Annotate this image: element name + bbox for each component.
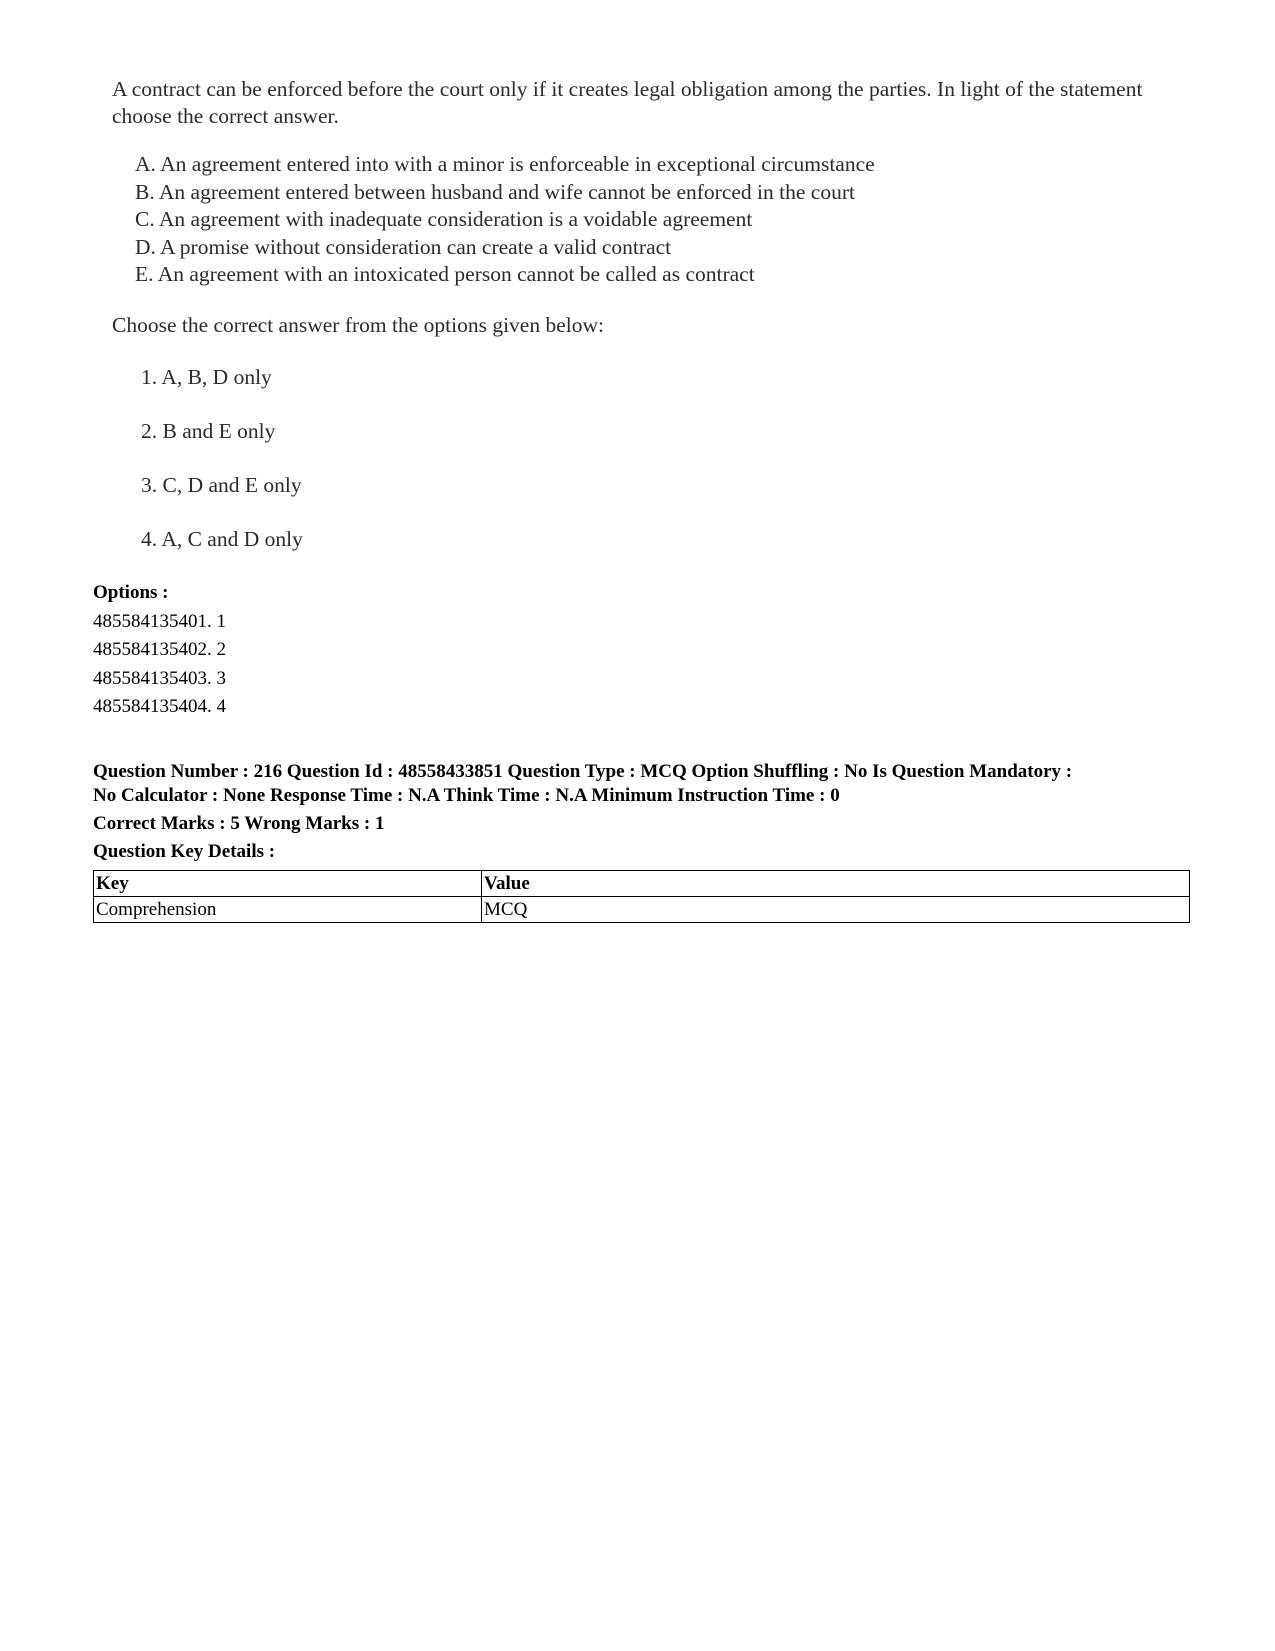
answer-choice-list: [141, 364, 1192, 580]
answer-choice: 4. A, C and D only: [141, 526, 303, 551]
table-cell: MCQ: [482, 897, 1190, 923]
key-details-table: [93, 870, 1190, 923]
question-stem: A contract can be enforced before the court only if it creates legal obligation among the parties. In light of the statement choose the correct answer.: [112, 77, 1143, 128]
answer-choice: 2. B and E only: [141, 418, 276, 443]
options-heading: Options :: [93, 582, 169, 603]
answer-choice: 3. C, D and E only: [141, 472, 302, 497]
statement-list: [135, 151, 1192, 289]
question-image: [112, 76, 1192, 580]
marks-line: Correct Marks : 5 Wrong Marks : 1: [93, 813, 385, 834]
statement-item: A. An agreement entered into with a minor is enforceable in exceptional circumstance: [135, 152, 875, 176]
option-item: 485584135404. 4: [93, 696, 226, 717]
key-details-heading: Question Key Details :: [93, 841, 276, 862]
question-info: [93, 760, 1193, 808]
options-section: [93, 579, 226, 722]
statement-item: E. An agreement with an intoxicated person cannot be called as contract: [135, 262, 755, 286]
answer-choice: 1. A, B, D only: [141, 364, 272, 389]
table-cell: Comprehension: [94, 897, 482, 923]
question-metadata: [93, 760, 1193, 864]
statement-item: D. A promise without consideration can create a valid contract: [135, 234, 672, 259]
statement-item: B. An agreement entered between husband and wife cannot be enforced in the court: [135, 179, 855, 204]
table-header-row: [94, 871, 1190, 897]
column-header: Value: [482, 871, 1190, 897]
option-item: 485584135401. 1: [93, 610, 226, 632]
option-item: 485584135403. 3: [93, 667, 226, 689]
table-row: [94, 897, 1190, 923]
column-header: Key: [94, 871, 482, 897]
question-info-line: Question Number : 216 Question Id : 48558433851 Question Type : MCQ Option Shuffling : No Is Question Mandatory :: [93, 761, 1073, 782]
option-item: 485584135402. 2: [93, 639, 226, 660]
question-info-line: No Calculator : None Response Time : N.A Think Time : N.A Minimum Instruction Time : 0: [93, 785, 840, 806]
choose-prompt: Choose the correct answer from the options given below:: [112, 312, 604, 337]
statement-item: C. An agreement with inadequate consideration is a voidable agreement: [135, 207, 753, 231]
